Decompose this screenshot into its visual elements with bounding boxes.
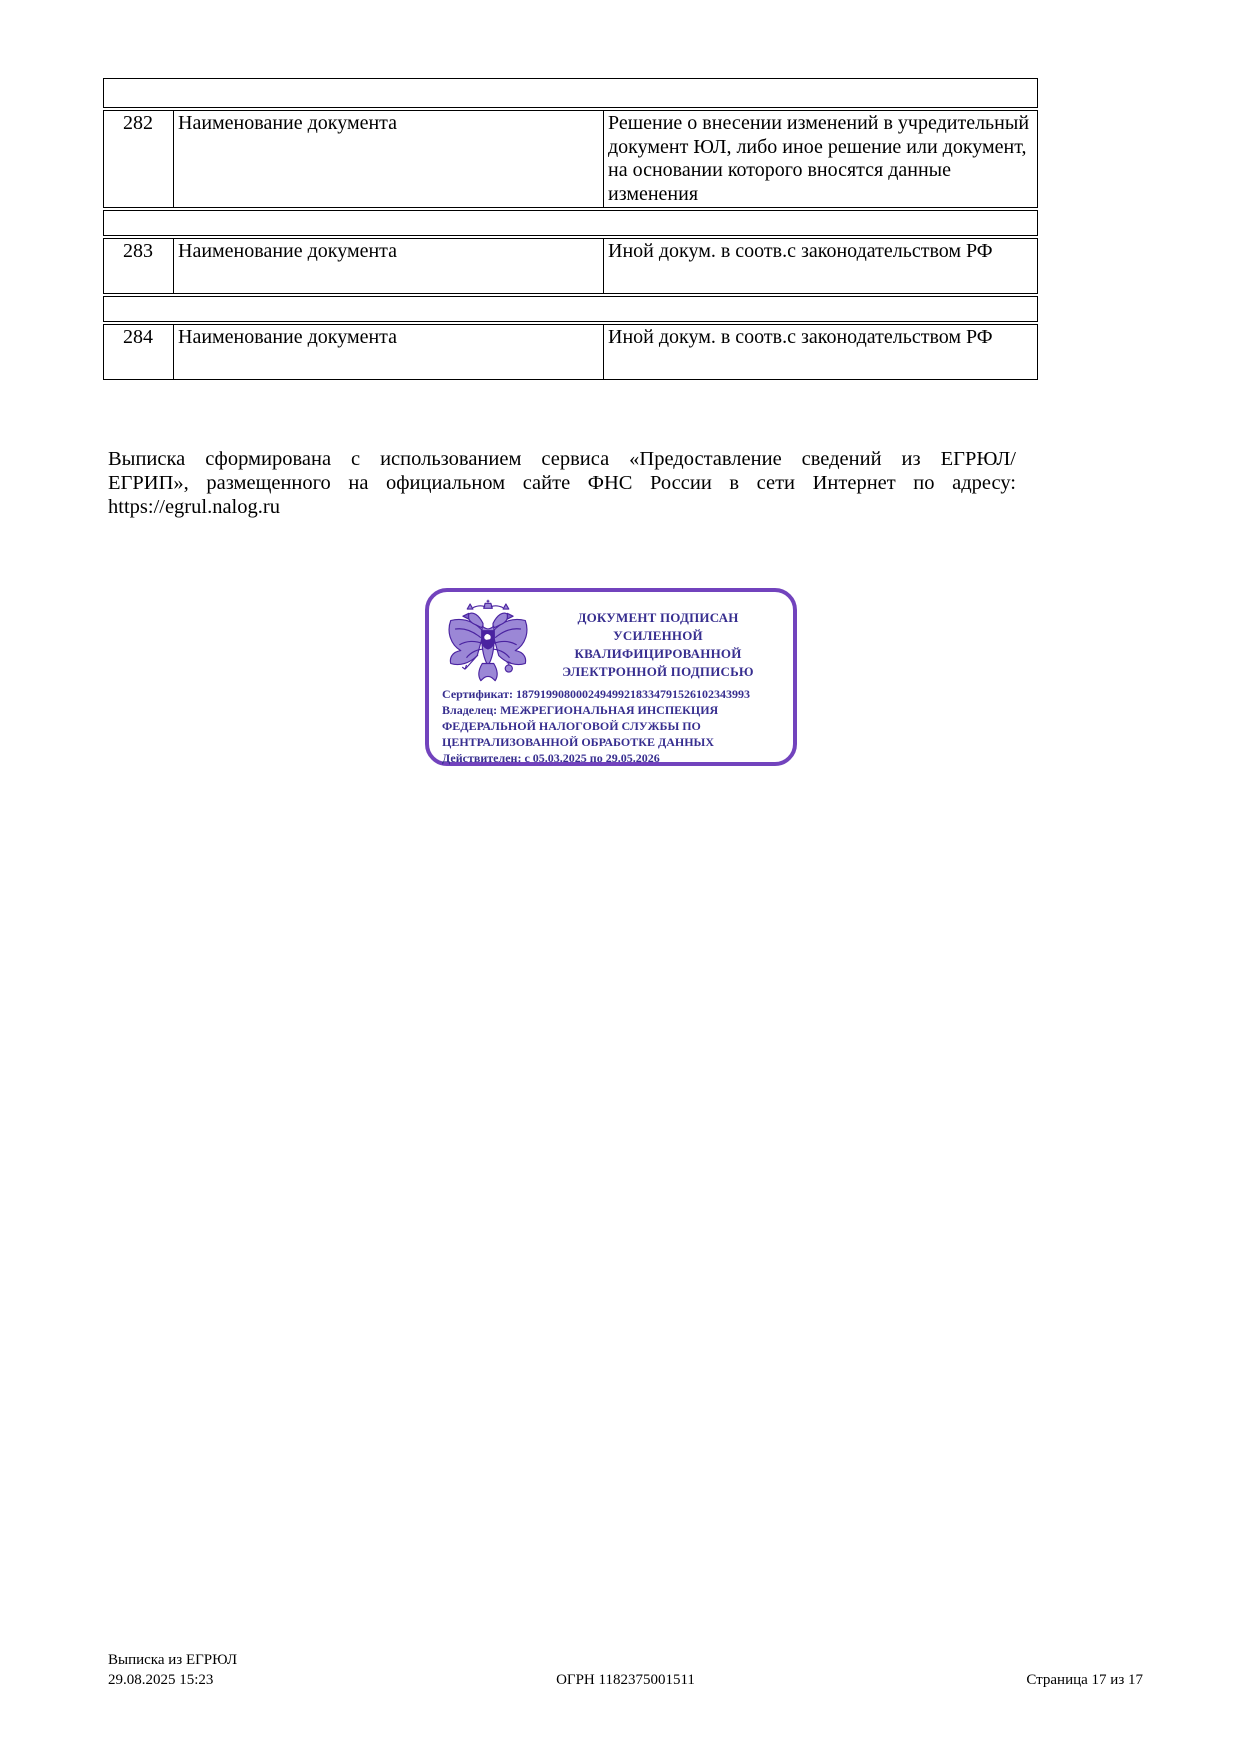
row-value: Иной докум. в соотв.с законодательством РФ xyxy=(604,325,1038,380)
row-label: Наименование документа xyxy=(174,111,604,208)
footer-doc-type: Выписка из ЕГРЮЛ xyxy=(108,1652,237,1668)
russian-coat-of-arms-icon xyxy=(444,599,532,685)
electronic-signature-stamp xyxy=(425,588,797,766)
row-label: Наименование документа xyxy=(174,239,604,294)
row-number: 283 xyxy=(104,239,174,294)
footer-page-number: Страница 17 из 17 xyxy=(1026,1672,1143,1688)
row-number: 282 xyxy=(104,111,174,208)
table-row-284 xyxy=(103,324,1038,380)
table-spacer-row xyxy=(103,210,1038,236)
stamp-title-line: ДОКУМЕНТ ПОДПИСАН xyxy=(577,610,739,625)
table-spacer-row xyxy=(103,78,1038,108)
stamp-title-line: ЭЛЕКТРОННОЙ ПОДПИСЬЮ xyxy=(562,664,754,679)
footer-left-block xyxy=(108,1650,237,1690)
stamp-title xyxy=(536,597,780,681)
row-value: Иной докум. в соотв.с законодательством РФ xyxy=(604,239,1038,294)
certificate-value: 187919908000249499218334791526102343993 xyxy=(516,687,750,701)
certificate-label: Сертификат: xyxy=(442,687,513,701)
validity-label: Действителен: xyxy=(442,751,522,765)
owner-label: Владелец: xyxy=(442,703,498,717)
service-note-paragraph: Выписка сформирована с использованием сервиса «Предоставление сведений из ЕГРЮЛ/ЕГРИП», размещенного на официальном сайте ФНС России в сети Интернет по адресу: https://egrul.nalog.ru xyxy=(108,447,1016,518)
validity-value: с 05.03.2025 по 29.05.2026 xyxy=(524,751,660,765)
page-footer xyxy=(108,1650,1143,1694)
row-label: Наименование документа xyxy=(174,325,604,380)
stamp-details xyxy=(442,686,780,766)
row-value: Решение о внесении изменений в учредительный документ ЮЛ, либо иное решение или документ, на основании которого вносятся данные изменения xyxy=(604,111,1038,208)
table-row-282 xyxy=(103,110,1038,208)
owner-value: МЕЖРЕГИОНАЛЬНАЯ ИНСПЕКЦИЯ ФЕДЕРАЛЬНОЙ НАЛОГОВОЙ СЛУЖБЫ ПО ЦЕНТРАЛИЗОВАННОЙ ОБРАБОТКЕ ДАННЫХ xyxy=(442,703,719,749)
row-number: 284 xyxy=(104,325,174,380)
footer-ogrn: ОГРН 1182375001511 xyxy=(556,1672,695,1688)
footer-datetime: 29.08.2025 15:23 xyxy=(108,1672,214,1688)
document-table xyxy=(103,78,1038,380)
table-row-283 xyxy=(103,238,1038,294)
stamp-title-line: УСИЛЕННОЙ КВАЛИФИЦИРОВАННОЙ xyxy=(574,628,742,661)
table-spacer-row xyxy=(103,296,1038,322)
